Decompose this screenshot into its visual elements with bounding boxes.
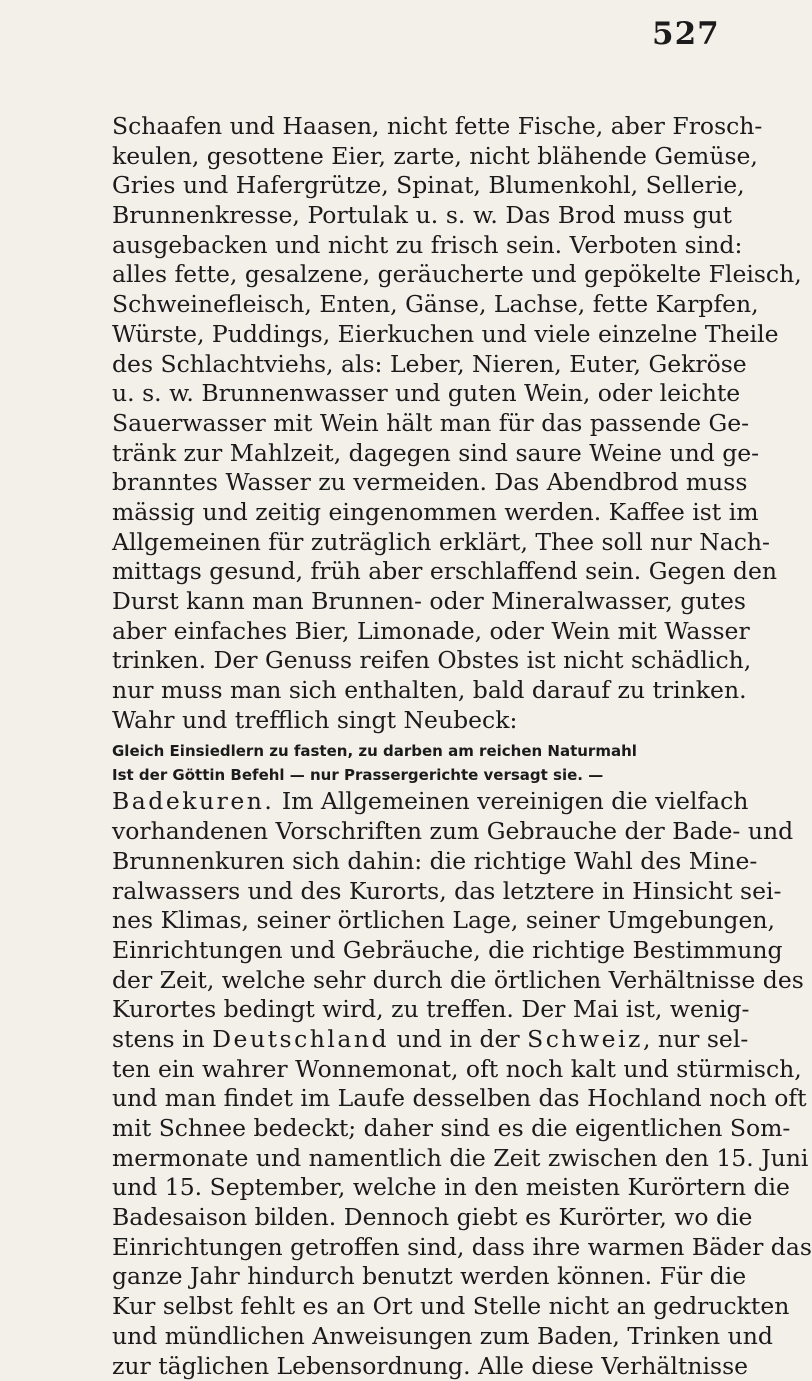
text-line: ausgebacken und nicht zu frisch sein. Verboten sind: xyxy=(112,231,732,261)
text-line: mermonate und namentlich die Zeit zwischen den 15. Juni xyxy=(112,1144,732,1174)
text-line: nur muss man sich enthalten, bald darauf zu trinken. xyxy=(112,676,732,706)
text-line: trinken. Der Genuss reifen Obstes ist nicht schädlich, xyxy=(112,646,732,676)
text-line: Brunnenkuren sich dahin: die richtige Wahl des Mine- xyxy=(112,847,732,877)
text-line: Gries und Hafergrütze, Spinat, Blumenkohl, Sellerie, xyxy=(112,171,732,201)
text-line: tränk zur Mahlzeit, dagegen sind saure Weine und ge- xyxy=(112,439,732,469)
text-line xyxy=(112,787,732,817)
text-line: Allgemeinen für zuträglich erklärt, Thee soll nur Nach- xyxy=(112,528,732,558)
text-line: alles fette, gesalzene, geräucherte und gepökelte Fleisch, xyxy=(112,260,732,290)
text-line: Brunnenkresse, Portulak u. s. w. Das Brod muss gut xyxy=(112,201,732,231)
text-line: aber einfaches Bier, Limonade, oder Wein mit Wasser xyxy=(112,617,732,647)
text-line: Schweinefleisch, Enten, Gänse, Lachse, fette Karpfen, xyxy=(112,290,732,320)
paragraph-diet xyxy=(112,112,732,735)
text-line: und 15. September, welche in den meisten Kurörtern die xyxy=(112,1173,732,1203)
text-line: mittags gesund, früh aber erschlaffend sein. Gegen den xyxy=(112,557,732,587)
paragraph-badekuren xyxy=(112,787,732,1381)
text-line xyxy=(112,1025,732,1055)
page-number: 527 xyxy=(652,16,720,52)
quote-line: Ist der Göttin Befehl — nur Prassergerichte versagt sie. — xyxy=(112,763,732,787)
text-line: ten ein wahrer Wonnemonat, oft noch kalt und stürmisch, xyxy=(112,1055,732,1085)
section-heading: Badekuren. xyxy=(112,787,274,815)
text-line: und mündlichen Anweisungen zum Baden, Trinken und xyxy=(112,1322,732,1352)
text-line: branntes Wasser zu vermeiden. Das Abendbrod muss xyxy=(112,468,732,498)
text-line: Badesaison bilden. Dennoch giebt es Kurörter, wo die xyxy=(112,1203,732,1233)
text-line: und man findet im Laufe desselben das Hochland noch oft xyxy=(112,1084,732,1114)
text-fragment: , nur sel- xyxy=(643,1025,748,1053)
text-line: Sauerwasser mit Wein hält man für das passende Ge- xyxy=(112,409,732,439)
quote-line: Gleich Einsiedlern zu fasten, zu darben am reichen Naturmahl xyxy=(112,739,732,763)
text-fragment: Im Allgemeinen vereinigen die vielfach xyxy=(274,787,748,815)
text-line: Kurortes bedingt wird, zu treffen. Der Mai ist, wenig- xyxy=(112,995,732,1025)
text-line: nes Klimas, seiner örtlichen Lage, seiner Umgebungen, xyxy=(112,906,732,936)
text-fragment: und in der xyxy=(389,1025,527,1053)
text-line: Wahr und trefflich singt Neubeck: xyxy=(112,706,732,736)
text-line: mässig und zeitig eingenommen werden. Kaffee ist im xyxy=(112,498,732,528)
country-name: Schweiz xyxy=(527,1025,643,1053)
text-line: Durst kann man Brunnen- oder Mineralwasser, gutes xyxy=(112,587,732,617)
text-line: keulen, gesottene Eier, zarte, nicht blähende Gemüse, xyxy=(112,142,732,172)
country-name: Deutschland xyxy=(212,1025,389,1053)
text-line: des Schlachtviehs, als: Leber, Nieren, Euter, Gekröse xyxy=(112,350,732,380)
text-line: ralwassers und des Kurorts, das letztere in Hinsicht sei- xyxy=(112,877,732,907)
text-line: zur täglichen Lebensordnung. Alle diese Verhältnisse xyxy=(112,1352,732,1381)
text-fragment: stens in xyxy=(112,1025,212,1053)
text-line: der Zeit, welche sehr durch die örtlichen Verhältnisse des xyxy=(112,966,732,996)
text-line: ganze Jahr hindurch benutzt werden können. Für die xyxy=(112,1262,732,1292)
text-line: Einrichtungen getroffen sind, dass ihre warmen Bäder das xyxy=(112,1233,732,1263)
text-line: Einrichtungen und Gebräuche, die richtige Bestimmung xyxy=(112,936,732,966)
text-line: u. s. w. Brunnenwasser und guten Wein, oder leichte xyxy=(112,379,732,409)
page-body xyxy=(112,112,732,1381)
text-line: vorhandenen Vorschriften zum Gebrauche der Bade- und xyxy=(112,817,732,847)
text-line: Schaafen und Haasen, nicht fette Fische, aber Frosch- xyxy=(112,112,732,142)
neubeck-quote xyxy=(112,739,732,787)
text-line: Kur selbst fehlt es an Ort und Stelle nicht an gedruckten xyxy=(112,1292,732,1322)
text-line: Würste, Puddings, Eierkuchen und viele einzelne Theile xyxy=(112,320,732,350)
text-line: mit Schnee bedeckt; daher sind es die eigentlichen Som- xyxy=(112,1114,732,1144)
